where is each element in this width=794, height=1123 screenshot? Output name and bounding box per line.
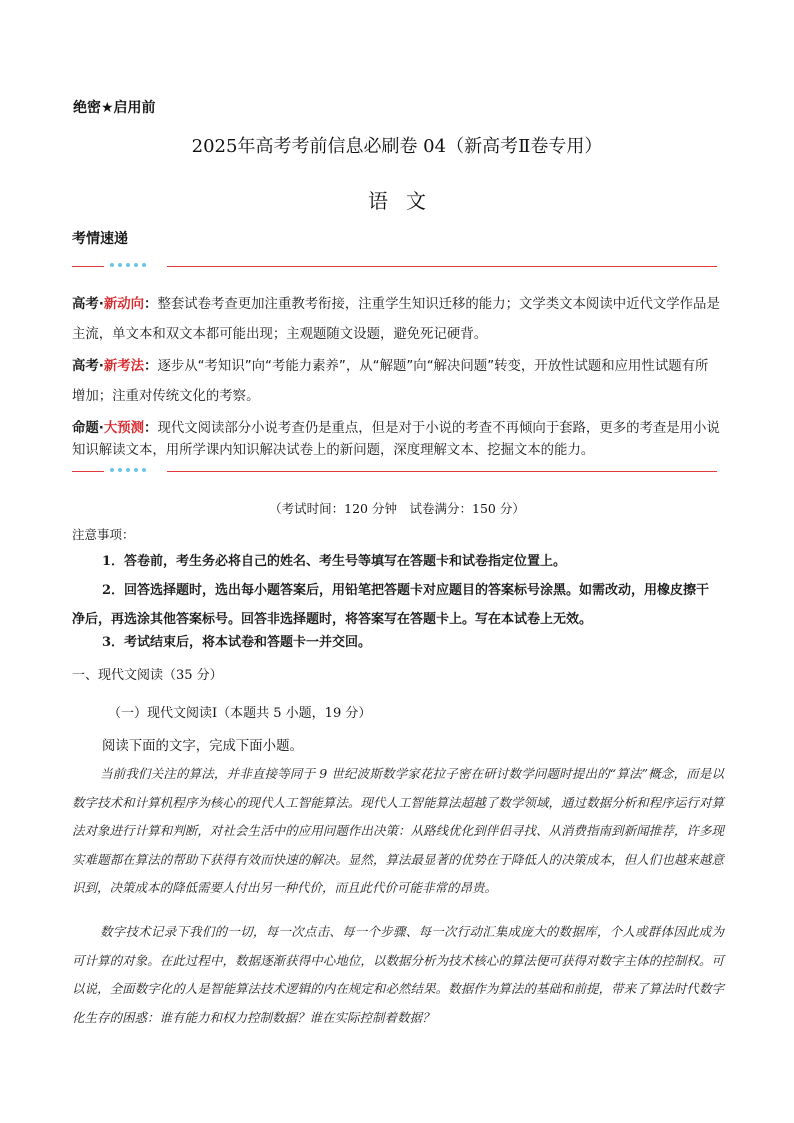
reading-instruction: 阅读下面的文字，完成下面小题。 (102, 739, 303, 754)
subsection-title: （一）现代文阅读Ⅰ（本题共 5 小题，19 分） (108, 706, 372, 721)
note-item-1: 1．答卷前，考生务必将自己的姓名、考生号等填写在答题卡和试卷指定位置上。 (102, 554, 567, 569)
kaoqing-item-new-trend: 高考·新动向：整套试卷考查更加注重教考衔接，注重学生知识迁移的能力；文学类文本阅读中近代文学作品是主流，单文本和双文本都可能出现；主观题随文设题，避免死记硬背。 (72, 297, 720, 342)
passage-paragraph-2: 数字技术记录下我们的一切，每一次点击、每一个步骤、每一次行动汇集成庞大的数据库，个人或群体因此成为可计算的对象。在此过程中，数据逐渐获得中心地位，以数据分析为技术核心的算法便可获得对数字主体的控制权。可以说，全面数字化的人是智能算法技术逻辑的内在规定和必然结果。数据作为算法的基础和前提，带来了算法时代数字化生存的困惑：谁有能力和权力控制数据？谁在实际控制着数据？ (72, 924, 724, 1025)
note-item-3: 3．考试结束后，将本试卷和答题卡一并交回。 (102, 635, 372, 650)
note-item-2: 2．回答选择题时，选出每小题答案后，用铅笔把答题卡对应题目的答案标号涂黑。如需改动，用橡皮擦干净后，再选涂其他答案标号。回答非选择题时，将答案写在答题卡上。写在本试卷上无效。 (72, 583, 710, 627)
subject-title: 语文 (368, 189, 444, 213)
decorative-divider-top (72, 263, 717, 271)
kaoqing-item-new-method: 高考·新考法：逐步从“考知识”向“考能力素养”，从“解题”向“解决问题”转变，开放性试题和应用性试题有所增加；注重对传统文化的考察。 (72, 359, 709, 404)
exam-time-info: （考试时间：120 分钟 试卷满分：150 分） (269, 501, 525, 516)
passage-paragraph-1: 当前我们关注的算法，并非直接等同于 9 世纪波斯数学家花拉子密在研讨数学问题时提出的“算法”概念，而是以数字技术和计算机程序为核心的现代人工智能算法。现代人工智能算法超越了数学领域，通过数据分析和程序运行对算法对象进行计算和判断，对社会生活中的应用问题作出决策：从路线优化到伴侣寻找、从消费指南到新闻推荐，许多现实难题都在算法的帮助下获得有效而快速的解决。显然，算法最显著的优势在于降低人的决策成本，但人们也越来越意识到，决策成本的降低需要人付出另一种代价，而且此代价可能非常的昂贵。 (72, 766, 724, 895)
notes-title: 注意事项： (72, 527, 135, 542)
kaoqing-item-prediction: 命题·大预测：现代文阅读部分小说考查仍是重点，但是对于小说的考查不再倾向于套路，更多的考查是用小说知识解读文本，用所学课内知识解决试卷上的新问题，深度理解文本、挖掘文本的能力。 (72, 421, 720, 458)
confidential-label: 绝密★启用前 (73, 100, 156, 116)
decorative-divider-bottom (72, 468, 717, 476)
section-title: 一、现代文阅读（35 分） (72, 668, 223, 683)
paper-title: 2025年高考考前信息必刷卷 04（新高考Ⅱ卷专用） (191, 136, 603, 157)
kaoqing-heading: 考情速递 (72, 231, 128, 247)
